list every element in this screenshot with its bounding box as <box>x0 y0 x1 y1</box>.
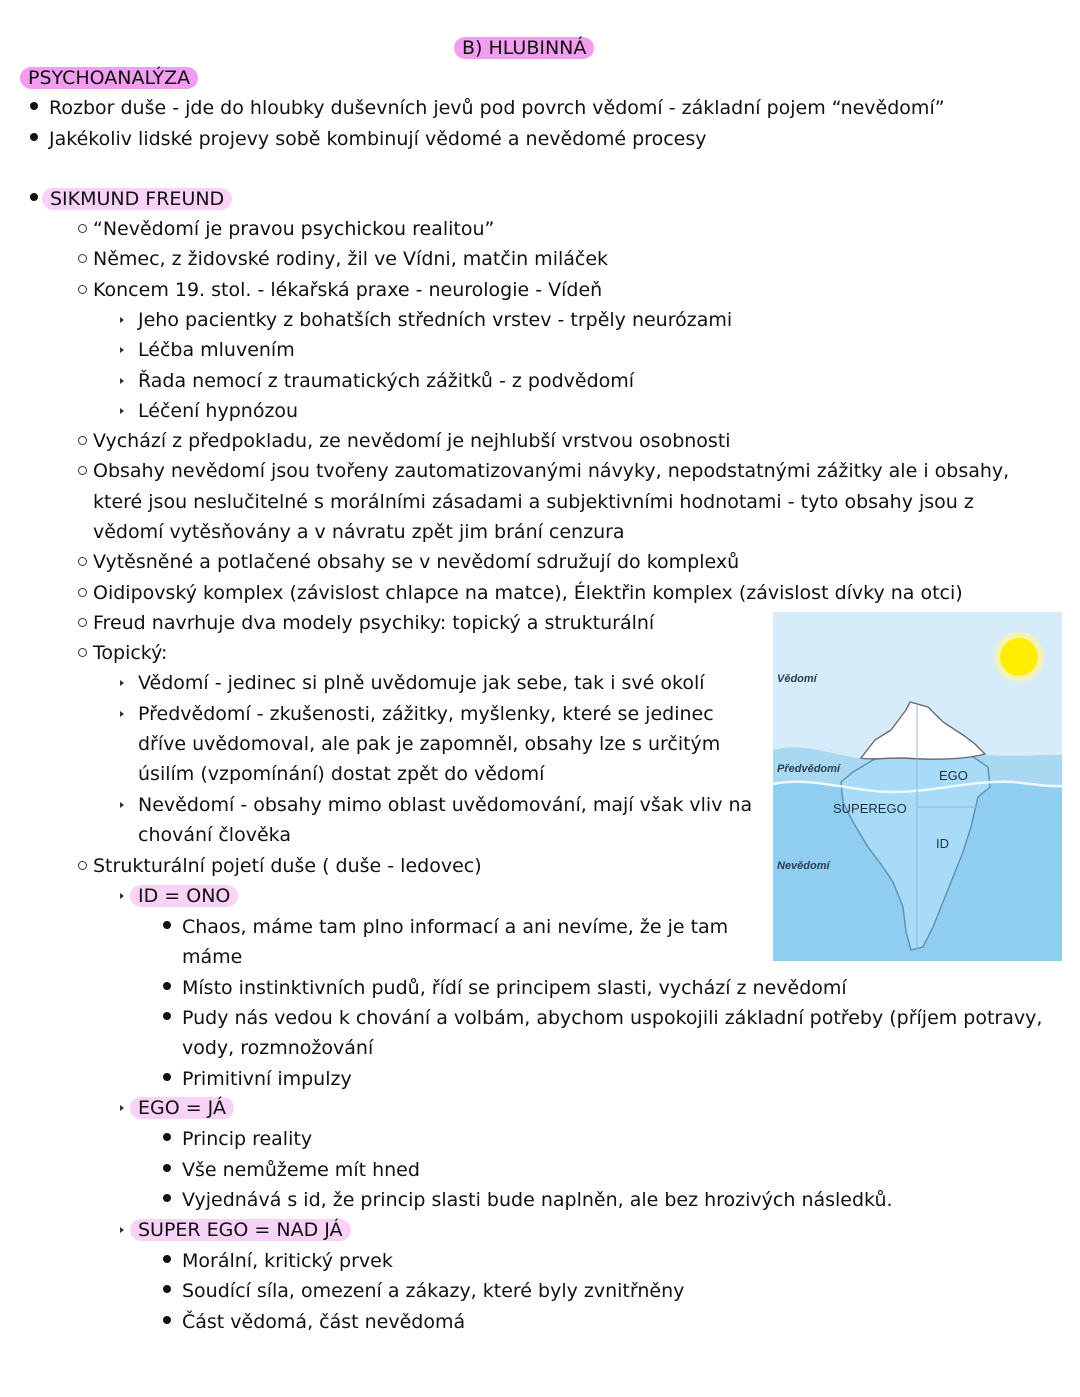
bullet-icon <box>163 1012 171 1020</box>
ego-point: Vše nemůžeme mít hned <box>182 1159 420 1181</box>
structural-heading: Strukturální pojetí duše ( duše - ledovec) <box>93 855 482 877</box>
bullet-icon <box>163 1073 171 1081</box>
circle-bullet-icon <box>78 254 87 263</box>
freud-item: Vytěsněné a potlačené obsahy se v nevědomí sdružují do komplexů <box>93 551 740 573</box>
freud-item: Koncem 19. stol. - lékařská praxe - neurologie - Vídeň <box>93 279 603 301</box>
id-point: Místo instinktivních pudů, řídí se principem slasti, vychází z nevědomí <box>182 977 847 999</box>
freud-item: Oidipovský komplex (závislost chlapce na matce), Élektřin komplex (závislost dívky na otci) <box>93 582 963 604</box>
topical-item: Nevědomí - obsahy mimo oblast uvědomování, mají však vliv na <box>138 794 753 816</box>
bullet-icon <box>163 1133 171 1141</box>
freud-item: “Nevědomí je pravou psychickou realitou” <box>93 218 495 240</box>
id-point-cont: vody, rozmnožování <box>182 1037 374 1059</box>
bullet-icon <box>163 1316 171 1324</box>
ego-point: Princip reality <box>182 1128 313 1150</box>
id-label: ID = ONO <box>130 885 238 907</box>
superego-point: Část vědomá, část nevědomá <box>182 1311 466 1333</box>
id-point-cont: máme <box>182 946 243 968</box>
bullet-icon <box>163 982 171 990</box>
superego-label: SUPER EGO = NAD JÁ <box>130 1219 351 1241</box>
freud-item-cont: vědomí vytěsňovány a v návratu zpět jim brání cenzura <box>93 521 625 543</box>
label-id: ID <box>936 836 949 851</box>
freud-item: Topický: <box>93 642 168 664</box>
topical-item-cont: úsilím (vzpomínání) dostat zpět do vědomí <box>138 763 545 785</box>
id-point: Primitivní impulzy <box>182 1068 352 1090</box>
triangle-bullet-icon <box>120 347 124 353</box>
circle-bullet-icon <box>78 224 87 233</box>
triangle-bullet-icon <box>120 317 124 323</box>
ego-point: Vyjednává s id, že princip slasti bude naplněn, ale bez hrozivých následků. <box>182 1189 893 1211</box>
bullet-icon <box>163 1164 171 1172</box>
intro-item: Rozbor duše - jde do hloubky duševních jevů pod povrch vědomí - základní pojem “nevědomí” <box>49 97 945 119</box>
circle-bullet-icon <box>78 588 87 597</box>
bullet-icon <box>163 1194 171 1202</box>
bullet-icon <box>163 1255 171 1263</box>
superego-point: Morální, kritický prvek <box>182 1250 393 1272</box>
id-heading <box>130 883 238 913</box>
bullet-icon <box>163 921 171 929</box>
circle-bullet-icon <box>78 466 87 475</box>
freud-name: SIKMUND FREUND <box>42 188 232 210</box>
label-nevedomi: Nevědomí <box>777 860 830 872</box>
circle-bullet-icon <box>78 557 87 566</box>
label-superego: SUPEREGO <box>833 801 907 816</box>
triangle-bullet-icon <box>120 802 124 808</box>
sun-icon <box>994 632 1044 682</box>
triangle-bullet-icon <box>120 1227 124 1233</box>
id-point: Chaos, máme tam plno informací a ani nevíme, že je tam <box>182 916 729 938</box>
ego-heading <box>130 1095 234 1125</box>
page-heading <box>454 35 594 65</box>
freud-heading <box>42 186 232 216</box>
superego-heading <box>130 1217 351 1247</box>
triangle-bullet-icon <box>120 893 124 899</box>
circle-bullet-icon <box>78 285 87 294</box>
heading-text: B) HLUBINNÁ <box>454 37 594 59</box>
triangle-bullet-icon <box>120 1105 124 1111</box>
superego-point: Soudící síla, omezení a zákazy, které byly zvnitřněny <box>182 1280 685 1302</box>
topical-item: Vědomí - jedinec si plně uvědomuje jak sebe, tak i své okolí <box>138 672 705 694</box>
freud-item: Vychází z předpokladu, ze nevědomí je nejhlubší vrstvou osobnosti <box>93 430 731 452</box>
id-point: Pudy nás vedou k chování a volbám, abychom uspokojili základní potřeby (příjem potravy, <box>182 1007 1043 1029</box>
circle-bullet-icon <box>78 861 87 870</box>
practice-item: Léčení hypnózou <box>138 400 299 422</box>
topical-item-cont: chování člověka <box>138 824 291 846</box>
freud-item: Freud navrhuje dva modely psychiky: topický a strukturální <box>93 612 655 634</box>
topical-item: Předvědomí - zkušenosti, zážitky, myšlenky, které se jedinec <box>138 703 714 725</box>
section-title-text: PSYCHOANALÝZA <box>20 67 198 89</box>
label-ego: EGO <box>939 768 968 783</box>
topical-item-cont: dříve uvědomoval, ale pak je zapomněl, obsahy lze s určitým <box>138 733 721 755</box>
triangle-bullet-icon <box>120 711 124 717</box>
circle-bullet-icon <box>78 436 87 445</box>
triangle-bullet-icon <box>120 680 124 686</box>
practice-item: Řada nemocí z traumatických zážitků - z podvědomí <box>138 370 635 392</box>
label-predvedomi: Předvědomí <box>777 763 840 775</box>
bullet-icon <box>30 102 38 110</box>
freud-item: Obsahy nevědomí jsou tvořeny zautomatizovanými návyky, nepodstatnými zážitky ale i obsahy, <box>93 460 1010 482</box>
section-title <box>20 65 198 95</box>
circle-bullet-icon <box>78 648 87 657</box>
intro-item: Jakékoliv lidské projevy sobě kombinují vědomé a nevědomé procesy <box>49 128 707 150</box>
bullet-icon <box>163 1285 171 1293</box>
iceberg-diagram <box>773 612 1062 961</box>
practice-item: Jeho pacientky z bohatších středních vrstev - trpěly neurózami <box>138 309 733 331</box>
triangle-bullet-icon <box>120 408 124 414</box>
label-vedomi: Vědomí <box>777 673 817 685</box>
triangle-bullet-icon <box>120 378 124 384</box>
circle-bullet-icon <box>78 618 87 627</box>
iceberg-svg <box>773 612 1062 961</box>
ego-label: EGO = JÁ <box>130 1097 234 1119</box>
freud-item-cont: které jsou neslučitelné s morálními zásadami a subjektivními hodnotami - tyto obsahy jsou z <box>93 491 974 513</box>
bullet-icon <box>30 193 38 201</box>
freud-item: Němec, z židovské rodiny, žil ve Vídni, matčin miláček <box>93 248 609 270</box>
bullet-icon <box>30 133 38 141</box>
practice-item: Léčba mluvením <box>138 339 295 361</box>
